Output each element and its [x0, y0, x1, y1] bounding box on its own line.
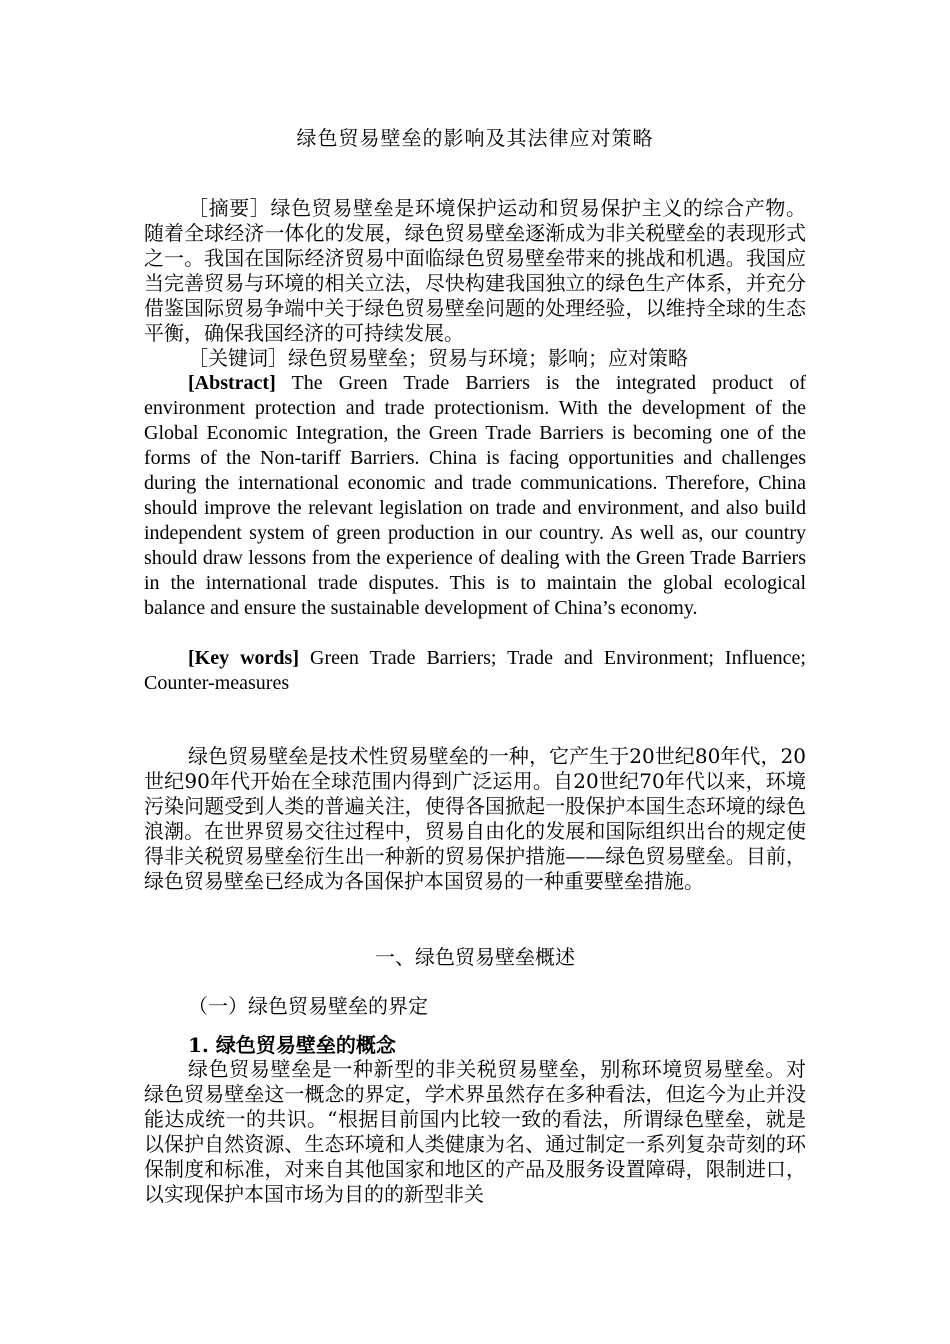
keywords-cn	[144, 346, 806, 371]
paper-title: 绿色贸易壁垒的影响及其法律应对策略	[296, 126, 654, 150]
subsubsection-heading-1-1-1: 1. 绿色贸易壁垒的概念	[188, 1033, 396, 1057]
keywords-en-label: [Key words]	[188, 647, 299, 669]
abstract-cn	[144, 196, 806, 346]
keywords-cn-label: ［关键词］	[188, 346, 288, 370]
abstract-en-label: [Abstract]	[188, 372, 276, 394]
section-heading-1: 一、绿色贸易壁垒概述	[375, 945, 575, 969]
intro-paragraph: 绿色贸易壁垒是技术性贸易壁垒的一种，它产生于20世纪80年代，20世纪90年代开始在全球范围内得到广泛运用。自20世纪70年代以来，环境污染问题受到人类的普遍关注，使得各国掀起一股保护本国生态环境的绿色浪潮。在世界贸易交往过程中，贸易自由化的发展和国际组织出台的规定使得非关税贸易壁垒衍生出一种新的贸易保护措施——绿色贸易壁垒。目前，绿色贸易壁垒已经成为各国保护本国贸易的一种重要壁垒措施。	[144, 744, 806, 893]
subsection-heading-1-1: （一）绿色贸易壁垒的界定	[188, 994, 428, 1018]
keywords-en-text: Green Trade Barriers; Trade and Environment; Influence; Counter-measures	[144, 647, 806, 694]
keywords-cn-text: 绿色贸易壁垒；贸易与环境；影响；应对策略	[288, 346, 688, 370]
abstract-cn-label: ［摘要］	[188, 196, 271, 220]
body-paragraph-1: 绿色贸易壁垒是一种新型的非关税贸易壁垒，别称环境贸易壁垒。对绿色贸易壁垒这一概念的界定，学术界虽然存在多种看法，但迄今为止并没能达成统一的共识。“根据目前国内比较一致的看法，所谓绿色壁垒，就是以保护自然资源、生态环境和人类健康为名、通过制定一系列复杂苛刻的环保制度和标准，对来自其他国家和地区的产品及服务设置障碍，限制进口，以实现保护本国市场为目的的新型非关	[144, 1057, 806, 1206]
keywords-en	[144, 646, 806, 696]
abstract-cn-text: 绿色贸易壁垒是环境保护运动和贸易保护主义的综合产物。随着全球经济一体化的发展，绿色贸易壁垒逐渐成为非关税壁垒的表现形式之一。我国在国际经济贸易中面临绿色贸易壁垒带来的挑战和机遇。我国应当完善贸易与环境的相关立法，尽快构建我国独立的绿色生产体系，并充分借鉴国际贸易争端中关于绿色贸易壁垒问题的处理经验，以维持全球的生态平衡，确保我国经济的可持续发展。	[144, 196, 807, 345]
abstract-en	[144, 371, 806, 621]
abstract-en-text: The Green Trade Barriers is the integrated product of environment protection and trade protectionism. With the development of the Global Economic Integration, the Green Trade Barriers is becoming one of the forms of the Non-tariff Barriers. China is facing opportunities and challenges during the international economic and trade communications. Therefore, China should improve the relevant legislation on trade and environment, and also build independent system of green production in our country. As well as, our country should draw lessons from the experience of dealing with the Green Trade Barriers in the international trade disputes. This is to maintain the global ecological balance and ensure the sustainable development of China’s economy.	[144, 372, 806, 619]
